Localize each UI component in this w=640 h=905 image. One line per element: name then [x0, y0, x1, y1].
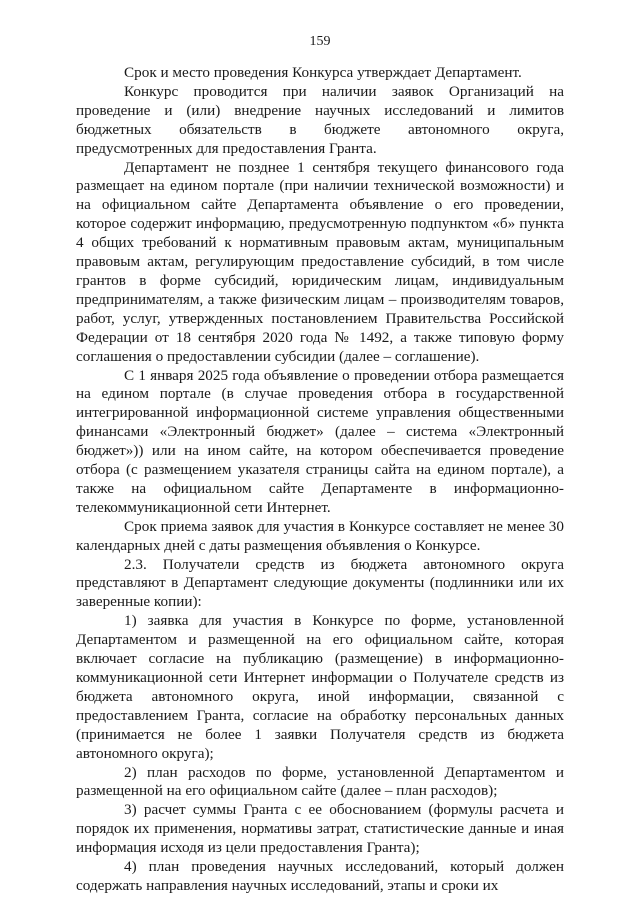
page-number: 159: [309, 34, 331, 49]
paragraph: 3) расчет суммы Гранта с ее обоснованием (формулы расчета и порядок их применения, нормативы затрат, статистические данные и иная информация исходя из цели предоставления Гранта);: [76, 801, 564, 857]
paragraph: 2) план расходов по форме, установленной Департаментом и размещенной на его официальном сайте (далее – план расходов);: [76, 763, 564, 800]
document-body: [76, 64, 564, 896]
paragraph: 4) план проведения научных исследований, который должен содержать направления научных исследований, этапы и сроки их: [76, 858, 564, 894]
paragraph: Срок и место проведения Конкурса утверждает Департамент.: [124, 64, 522, 81]
paragraph: Конкурс проводится при наличии заявок Организаций на проведение и (или) внедрение научных исследований и лимитов бюджетных обязательств в бюджете автономного округа, предусмотренных для предоставления Гранта.: [76, 82, 564, 157]
paragraph: Департамент не позднее 1 сентября текущего финансового года размещает на едином портале (при наличии технической возможности) и на официальном сайте Департамента объявление о его проведении, которое содержит информацию, предусмотренную подпунктом «б» пункта 4 общих требований к нормативным правовым актам, муниципальным правовым актам, регулирующим предоставление субсидий, в том числе грантов в форме субсидий, юридическим лицам, индивидуальным предпринимателям, а также физическим лицам – производителям товаров, работ, услуг, утвержденных постановлением Правительства Российской Федерации от 18 сентября 2020 года № 1492, а также типовую форму соглашения о предоставлении субсидии (далее – соглашение).: [76, 158, 564, 365]
paragraph: 1) заявка для участия в Конкурсе по форме, установленной Департаментом и размещенной на его официальном сайте, которая включает согласие на публикацию (размещение) в информационно-коммуникационной сети Интернет информации о Получателе средств из бюджета автономного округа, иной информации, связанной с предоставлением Гранта, согласие на обработку персональных данных (принимается не более 1 заявки Получателя средств из бюджета автономного округа);: [76, 612, 564, 762]
paragraph: Срок приема заявок для участия в Конкурсе составляет не менее 30 календарных дней с даты размещения объявления о Конкурсе.: [76, 517, 564, 554]
paragraph: 2.3. Получатели средств из бюджета автономного округа представляют в Департамент следующие документы (подлинники или их заверенные копии):: [76, 555, 564, 611]
paragraph: С 1 января 2025 года объявление о проведении отбора размещается на едином портале (в случае проведения отбора в государственной интегрированной информационной системе управления общественными финансами «Электронный бюджет» (далее – система «Электронный бюджет»)) или на ином сайте, на котором обеспечивается проведение отбора (с размещением указателя страницы сайта на едином портале), а также на официальном сайте Департаменте в информационно-телекоммуникационной сети Интернет.: [76, 366, 564, 516]
